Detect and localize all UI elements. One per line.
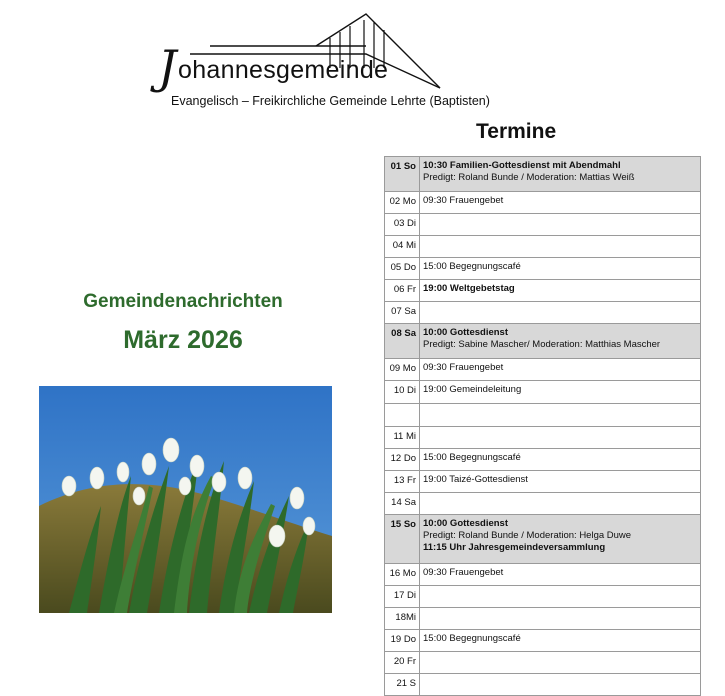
termine-event [420, 258, 700, 279]
termine-row [385, 404, 700, 427]
termine-date: 07 Sa [385, 302, 420, 323]
termine-event-line: Predigt: Roland Bunde / Moderation: Helga Duwe [423, 530, 632, 541]
termine-row [385, 427, 700, 449]
termine-row [385, 449, 700, 471]
termine-event-line: 11:15 Uhr Jahresgemeindeversammlung [423, 542, 606, 553]
termine-date: 13 Fr [385, 471, 420, 492]
snowdrops-photo-icon [39, 386, 332, 613]
termine-row [385, 280, 700, 302]
termine-event [420, 449, 700, 470]
termine-event [420, 493, 700, 514]
termine-date: 19 Do [385, 630, 420, 651]
termine-event-line: 09:30 Frauengebet [423, 195, 504, 206]
termine-date: 18Mi [385, 608, 420, 629]
termine-event-line: Predigt: Roland Bunde / Moderation: Mattias Weiß [423, 172, 635, 183]
termine-event [420, 302, 700, 323]
termine-event-line: 15:00 Begegnungscafé [423, 261, 521, 272]
termine-row [385, 302, 700, 324]
termine-event-line: Predigt: Sabine Mascher/ Moderation: Matthias Mascher [423, 339, 661, 350]
termine-date: 09 Mo [385, 359, 420, 380]
termine-event-line: 19:00 Taizé-Gottesdienst [423, 474, 528, 485]
termine-date: 20 Fr [385, 652, 420, 673]
termine-event [420, 280, 700, 301]
termine-row [385, 381, 700, 404]
termine-row [385, 630, 700, 652]
termine-date [385, 404, 420, 426]
termine-row [385, 564, 700, 586]
newsletter-title: Gemeindenachrichten [83, 291, 283, 312]
termine-event [420, 471, 700, 492]
newsletter-month: März 2026 [123, 326, 243, 354]
termine-event [420, 630, 700, 651]
logo-wordmark: ohannesgemeinde [178, 56, 389, 84]
termine-row [385, 652, 700, 674]
termine-date: 02 Mo [385, 192, 420, 213]
termine-event [420, 214, 700, 235]
termine-table [384, 156, 701, 696]
church-subtitle: Evangelisch – Freikirchliche Gemeinde Lehrte (Baptisten) [171, 94, 490, 108]
termine-date: 11 Mi [385, 427, 420, 448]
termine-event-line: 19:00 Gemeindeleitung [423, 384, 522, 395]
termine-row [385, 515, 700, 564]
termine-heading: Termine [476, 120, 557, 143]
termine-row [385, 236, 700, 258]
termine-row [385, 192, 700, 214]
termine-date: 15 So [385, 515, 420, 563]
termine-event-line: 10:00 Gottesdienst [423, 518, 508, 529]
termine-date: 21 S [385, 674, 420, 695]
termine-date: 03 Di [385, 214, 420, 235]
termine-event [420, 586, 700, 607]
termine-event [420, 381, 700, 403]
termine-event-line: 09:30 Frauengebet [423, 567, 504, 578]
termine-event [420, 427, 700, 448]
termine-event-line: 10:30 Familien-Gottesdienst mit Abendmahl [423, 160, 621, 171]
termine-row [385, 324, 700, 359]
termine-event-line: 09:30 Frauengebet [423, 362, 504, 373]
termine-row [385, 258, 700, 280]
termine-event [420, 324, 700, 358]
termine-event [420, 404, 700, 426]
termine-event-line: 19:00 Weltgebetstag [423, 283, 515, 294]
termine-event-line: 15:00 Begegnungscafé [423, 452, 521, 463]
termine-event-line: 15:00 Begegnungscafé [423, 633, 521, 644]
termine-row [385, 359, 700, 381]
termine-row [385, 214, 700, 236]
termine-event [420, 157, 700, 191]
termine-date: 17 Di [385, 586, 420, 607]
termine-event [420, 236, 700, 257]
termine-date: 14 Sa [385, 493, 420, 514]
termine-row [385, 674, 700, 696]
termine-date: 16 Mo [385, 564, 420, 585]
termine-row [385, 471, 700, 493]
termine-date: 10 Di [385, 381, 420, 403]
termine-date: 06 Fr [385, 280, 420, 301]
termine-event [420, 608, 700, 629]
termine-date: 12 Do [385, 449, 420, 470]
termine-event [420, 192, 700, 213]
logo-initial: J [158, 40, 177, 94]
termine-event [420, 564, 700, 585]
termine-date: 01 So [385, 157, 420, 191]
termine-event [420, 359, 700, 380]
termine-date: 08 Sa [385, 324, 420, 358]
termine-event [420, 652, 700, 673]
termine-event [420, 674, 700, 695]
termine-row [385, 493, 700, 515]
termine-date: 05 Do [385, 258, 420, 279]
termine-row [385, 608, 700, 630]
termine-event-line: 10:00 Gottesdienst [423, 327, 508, 338]
termine-date: 04 Mi [385, 236, 420, 257]
termine-row [385, 157, 700, 192]
termine-row [385, 586, 700, 608]
termine-event [420, 515, 700, 563]
